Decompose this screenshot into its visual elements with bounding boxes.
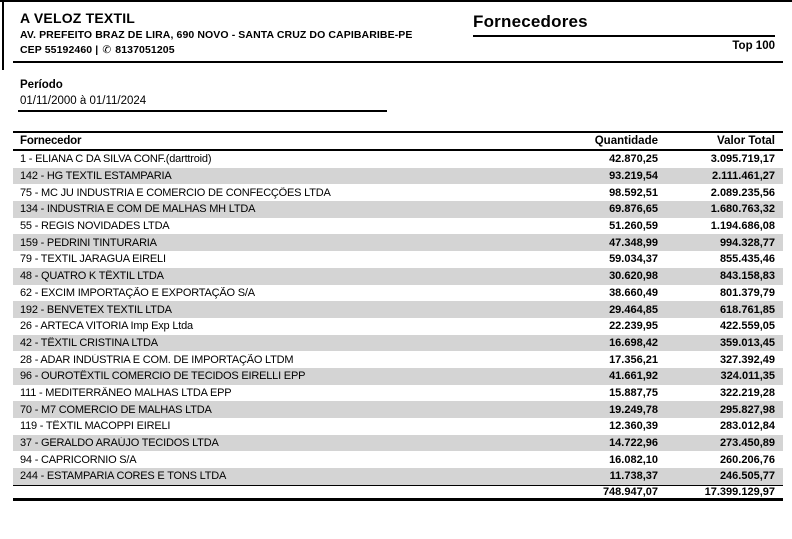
supplier-name: 79 - TEXTIL JARAGUA EIRELI — [20, 253, 166, 266]
supplier-name: 192 - BENVETEX TEXTIL LTDA — [20, 303, 172, 316]
supplier-name: 94 - CAPRICORNIO S/A — [20, 453, 137, 466]
table-row — [13, 385, 783, 402]
supplier-quantidade: 12.360,39 — [609, 420, 658, 433]
supplier-name: 119 - TÊXTIL MACOPPI EIRELI — [20, 420, 171, 433]
column-header-valor-total: Valor Total — [717, 135, 775, 147]
table-row — [13, 184, 783, 201]
company-name: A VELOZ TEXTIL — [20, 10, 136, 26]
supplier-name: 96 - OUROTÊXTIL COMERCIO DE TECIDOS EIRELLI EPP — [20, 370, 306, 383]
table-row — [13, 301, 783, 318]
supplier-name: 134 - INDUSTRIA E COM DE MALHAS MH LTDA — [20, 203, 256, 216]
table-row — [13, 318, 783, 335]
table-row — [13, 335, 783, 352]
supplier-quantidade: 11.738,37 — [609, 470, 658, 483]
company-phone: 8137051205 — [115, 44, 175, 56]
supplier-quantidade: 22.239,95 — [609, 320, 658, 333]
total-valor: 17.399.129,97 — [704, 485, 775, 498]
supplier-valor-total: 618.761,85 — [719, 303, 775, 316]
supplier-valor-total: 295.827,98 — [719, 403, 775, 416]
supplier-valor-total: 3.095.719,17 — [710, 153, 775, 166]
supplier-name: 111 - MEDITERRÂNEO MALHAS LTDA EPP — [20, 386, 232, 399]
page-top-border — [0, 0, 792, 2]
supplier-name: 75 - MC JU INDUSTRIA E COMERCIO DE CONFECÇÕES LTDA — [20, 186, 331, 199]
supplier-valor-total: 283.012,84 — [719, 420, 775, 433]
table-row — [13, 151, 783, 168]
table-row — [13, 168, 783, 185]
company-cep: CEP 55192460 | — [20, 44, 99, 56]
table-row — [13, 401, 783, 418]
supplier-name: 244 - ESTAMPARIA CORES E TONS LTDA — [20, 470, 227, 483]
supplier-quantidade: 69.876,65 — [609, 203, 658, 216]
header-divider — [13, 61, 783, 63]
suppliers-table — [13, 131, 783, 501]
period-value: 01/11/2000 à 01/11/2024 — [20, 95, 147, 107]
supplier-name: 48 - QUATRO K TÊXTIL LTDA — [20, 270, 164, 283]
supplier-quantidade: 98.592,51 — [609, 186, 658, 199]
supplier-name: 42 - TÊXTIL CRISTINA LTDA — [20, 336, 158, 349]
company-contact — [20, 44, 450, 56]
supplier-quantidade: 93.219,54 — [609, 170, 658, 183]
supplier-name: 55 - REGIS NOVIDADES LTDA — [20, 220, 170, 233]
supplier-valor-total: 994.328,77 — [719, 236, 775, 249]
supplier-name: 37 - GERALDO ARAÚJO TECIDOS LTDA — [20, 437, 219, 450]
table-row — [13, 234, 783, 251]
total-quantidade: 748.947,07 — [602, 485, 658, 498]
supplier-name: 70 - M7 COMERCIO DE MALHAS LTDA — [20, 403, 212, 416]
supplier-name: 26 - ARTECA VITORIA Imp Exp Ltda — [20, 320, 193, 333]
column-header-quantidade: Quantidade — [594, 135, 658, 147]
company-header — [20, 10, 450, 56]
supplier-quantidade: 19.249,78 — [609, 403, 658, 416]
supplier-quantidade: 42.870,25 — [609, 153, 658, 166]
supplier-quantidade: 51.260,59 — [609, 220, 658, 233]
supplier-name: 142 - HG TEXTIL ESTAMPARIA — [20, 170, 172, 183]
supplier-valor-total: 855.435,46 — [719, 253, 775, 266]
supplier-name: 159 - PEDRINI TINTURARIA — [20, 236, 157, 249]
table-row — [13, 268, 783, 285]
supplier-quantidade: 38.660,49 — [609, 286, 658, 299]
supplier-valor-total: 801.379,79 — [719, 286, 775, 299]
table-body — [13, 151, 783, 485]
supplier-valor-total: 359.013,45 — [719, 336, 775, 349]
table-row — [13, 285, 783, 302]
supplier-valor-total: 1.194.686,08 — [710, 220, 775, 233]
supplier-name: 1 - ELIANA C DA SILVA CONF.(darttroid) — [20, 153, 212, 166]
table-row — [13, 351, 783, 368]
table-row — [13, 201, 783, 218]
phone-icon: ✆ — [102, 44, 112, 56]
supplier-quantidade: 16.698,42 — [609, 336, 658, 349]
table-header-row — [13, 133, 783, 151]
period-label: Período — [20, 79, 63, 91]
supplier-name: 28 - ADAR INDÚSTRIA E COM. DE IMPORTAÇÃO LTDM — [20, 353, 294, 366]
table-row — [13, 435, 783, 452]
supplier-quantidade: 15.887,75 — [609, 386, 658, 399]
report-title-block — [473, 12, 775, 52]
table-row — [13, 218, 783, 235]
supplier-quantidade: 17.356,21 — [609, 353, 658, 366]
supplier-quantidade: 29.464,85 — [609, 303, 658, 316]
period-underline — [18, 110, 387, 112]
supplier-valor-total: 260.206,76 — [719, 453, 775, 466]
table-row — [13, 368, 783, 385]
supplier-quantidade: 41.661,92 — [609, 370, 658, 383]
supplier-valor-total: 2.089.235,56 — [710, 186, 775, 199]
report-subtitle: Top 100 — [732, 40, 775, 52]
table-total-row — [13, 485, 783, 501]
company-address: AV. PREFEITO BRAZ DE LIRA, 690 NOVO - SANTA CRUZ DO CAPIBARIBE-PE — [20, 29, 413, 41]
supplier-valor-total: 273.450,89 — [719, 437, 775, 450]
supplier-valor-total: 1.680.763,32 — [710, 203, 775, 216]
table-row — [13, 451, 783, 468]
supplier-quantidade: 30.620,98 — [609, 270, 658, 283]
supplier-quantidade: 59.034,37 — [609, 253, 658, 266]
supplier-valor-total: 843.158,83 — [719, 270, 775, 283]
table-row — [13, 418, 783, 435]
supplier-valor-total: 324.011,35 — [720, 370, 775, 383]
column-header-fornecedor: Fornecedor — [20, 135, 82, 147]
report-title: Fornecedores — [473, 12, 775, 37]
supplier-valor-total: 322.219,28 — [719, 386, 775, 399]
supplier-name: 62 - EXCIM IMPORTAÇÃO E EXPORTAÇÃO S/A — [20, 286, 255, 299]
supplier-valor-total: 422.559,05 — [719, 320, 775, 333]
table-row — [13, 468, 783, 485]
supplier-quantidade: 16.082,10 — [609, 453, 658, 466]
supplier-valor-total: 246.505,77 — [719, 470, 775, 483]
supplier-quantidade: 14.722,96 — [609, 437, 658, 450]
supplier-valor-total: 327.392,49 — [719, 353, 775, 366]
table-row — [13, 251, 783, 268]
supplier-quantidade: 47.348,99 — [609, 236, 658, 249]
page-left-border — [2, 0, 4, 70]
supplier-valor-total: 2.111.461,27 — [711, 170, 775, 183]
